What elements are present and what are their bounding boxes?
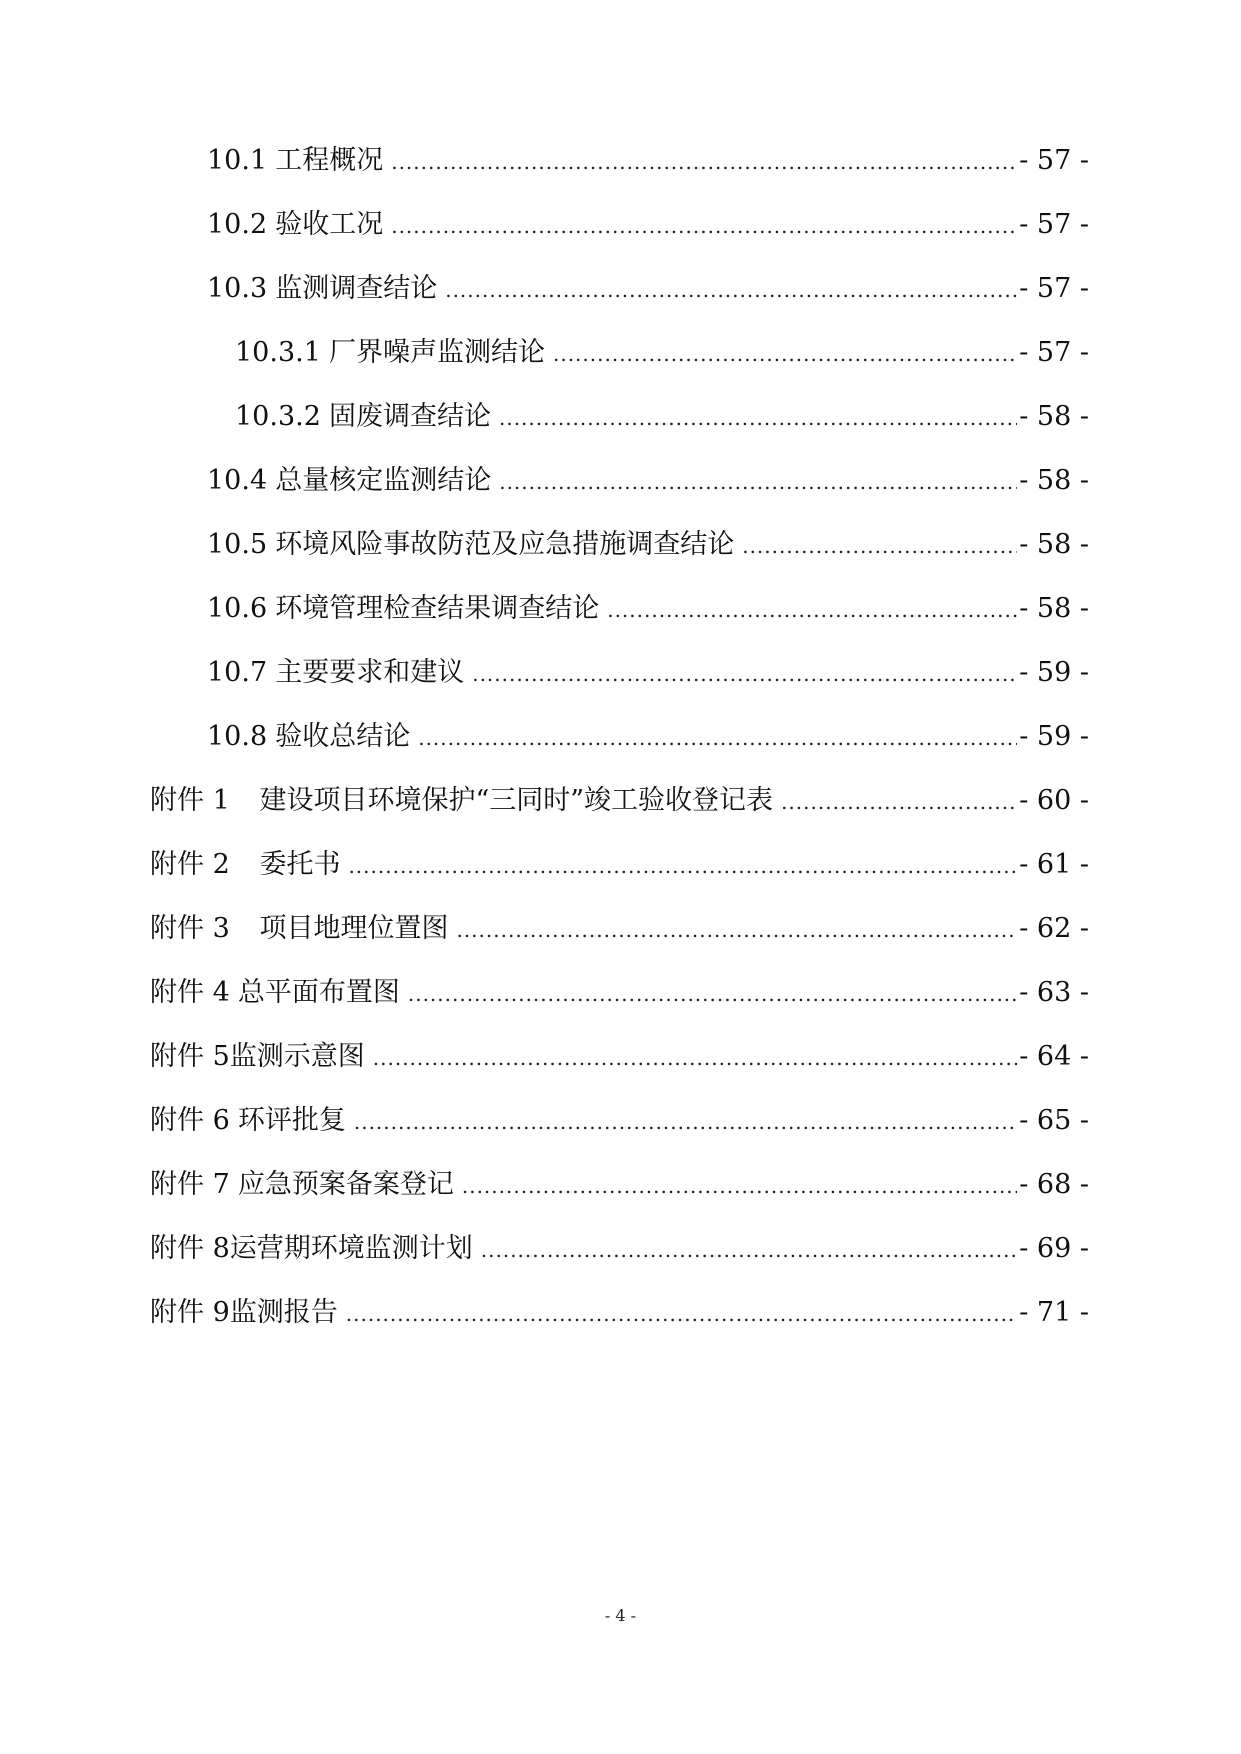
toc-entry-page: - 69 - [1019,1233,1089,1264]
dot-leader [499,398,1017,438]
dot-leader [408,974,1017,1014]
page-number: - 4 - [604,1606,637,1625]
toc-entry-page: - 61 - [1019,849,1089,880]
toc-entry-10-7[interactable] [207,653,1089,693]
toc-entry-number: 附件 8 [150,1233,230,1264]
toc-entry-title: 环评批复 [237,1105,346,1136]
toc-entry-number: 10.6 [207,593,268,624]
toc-entry-title: 项目地理位置图 [259,913,449,944]
toc-entry-number: 10.5 [207,529,268,560]
toc-entry-page: - 57 - [1019,209,1089,240]
toc-entry-10-3-1[interactable] [235,333,1089,373]
toc-entry-title: 环境风险事故防范及应急措施调查结论 [275,529,735,560]
toc-entry-number: 10.1 [207,145,268,176]
toc-entry-page: - 59 - [1019,657,1089,688]
toc-entry-10-5[interactable] [207,525,1089,565]
toc-entry-title: 监测调查结论 [275,273,438,304]
toc-entry-title: 应急预案备案登记 [237,1169,454,1200]
toc-entry-page: - 63 - [1019,977,1089,1008]
toc-entry-appendix-5[interactable] [150,1037,1089,1077]
dot-leader [456,910,1017,950]
toc-entry-page: - 60 - [1019,785,1089,816]
toc-entry-title: 验收工况 [275,209,384,240]
toc-entry-appendix-1[interactable] [150,781,1089,821]
toc-entry-number: 10.4 [207,465,268,496]
toc-entry-title: 验收总结论 [275,721,411,752]
dot-leader [472,654,1017,694]
toc-entry-title: 监测报告 [229,1297,338,1328]
toc-entry-appendix-6[interactable] [150,1101,1089,1141]
dot-leader [391,206,1017,246]
toc-entry-appendix-7[interactable] [150,1165,1089,1205]
toc-entry-page: - 65 - [1019,1105,1089,1136]
toc-entry-title: 环境管理检查结果调查结论 [275,593,600,624]
toc-entry-number: 10.2 [207,209,268,240]
toc-entry-page: - 71 - [1019,1297,1089,1328]
dot-leader [462,1166,1017,1206]
toc-entry-number: 附件 3 [150,913,230,944]
dot-leader [781,782,1017,822]
toc-entry-appendix-9[interactable] [150,1293,1089,1333]
dot-leader [373,1038,1017,1078]
toc-entry-number: 附件 9 [150,1297,230,1328]
toc-entry-page: - 64 - [1019,1041,1089,1072]
toc-entry-10-3-2[interactable] [235,397,1089,437]
toc-entry-10-4[interactable] [207,461,1089,501]
dot-leader [348,846,1017,886]
toc-entry-title: 固废调查结论 [328,401,491,432]
toc-entry-number: 附件 1 [150,785,230,816]
dot-leader [499,462,1017,502]
toc-entry-title: 运营期环境监测计划 [229,1233,473,1264]
toc-entry-number: 10.3.2 [235,401,321,432]
dot-leader [742,526,1017,566]
dot-leader [346,1294,1017,1334]
toc-entry-title: 监测示意图 [229,1041,365,1072]
toc-entry-number: 10.3.1 [235,337,321,368]
toc-entry-number: 10.8 [207,721,268,752]
toc-entry-10-1[interactable] [207,141,1089,181]
toc-entry-10-3[interactable] [207,269,1089,309]
dot-leader [481,1230,1017,1270]
toc-entry-page: - 58 - [1019,593,1089,624]
toc-entry-page: - 68 - [1019,1169,1089,1200]
toc-entry-number: 附件 2 [150,849,230,880]
dot-leader [553,334,1017,374]
toc-entry-10-2[interactable] [207,205,1089,245]
toc-entry-number: 附件 6 [150,1105,230,1136]
toc-entry-page: - 58 - [1019,529,1089,560]
dot-leader [607,590,1017,630]
dot-leader [418,718,1017,758]
toc-entry-title: 总平面布置图 [237,977,400,1008]
toc-entry-page: - 62 - [1019,913,1089,944]
toc-entry-page: - 58 - [1019,465,1089,496]
toc-entry-number: 附件 4 [150,977,230,1008]
toc-entry-title: 委托书 [259,849,341,880]
toc-entry-page: - 57 - [1019,145,1089,176]
toc-entry-number: 附件 7 [150,1169,230,1200]
dot-leader [391,142,1017,182]
toc-entry-number: 10.3 [207,273,268,304]
toc-entry-10-6[interactable] [207,589,1089,629]
toc-entry-10-8[interactable] [207,717,1089,757]
toc-entry-appendix-8[interactable] [150,1229,1089,1269]
toc-entry-page: - 58 - [1019,401,1089,432]
toc-entry-title: 工程概况 [275,145,384,176]
toc-entry-page: - 59 - [1019,721,1089,752]
toc-entry-title: 总量核定监测结论 [275,465,492,496]
toc-entry-title: 主要要求和建议 [275,657,465,688]
toc-entry-number: 附件 5 [150,1041,230,1072]
toc-entry-appendix-3[interactable] [150,909,1089,949]
toc-entry-title: 建设项目环境保护“三同时”竣工验收登记表 [259,785,774,816]
toc-entry-title: 厂界噪声监测结论 [328,337,545,368]
dot-leader [354,1102,1017,1142]
toc-entry-appendix-4[interactable] [150,973,1089,1013]
dot-leader [445,270,1017,310]
toc-entry-page: - 57 - [1019,273,1089,304]
toc-entry-appendix-2[interactable] [150,845,1089,885]
toc-entry-number: 10.7 [207,657,268,688]
toc-entry-page: - 57 - [1019,337,1089,368]
